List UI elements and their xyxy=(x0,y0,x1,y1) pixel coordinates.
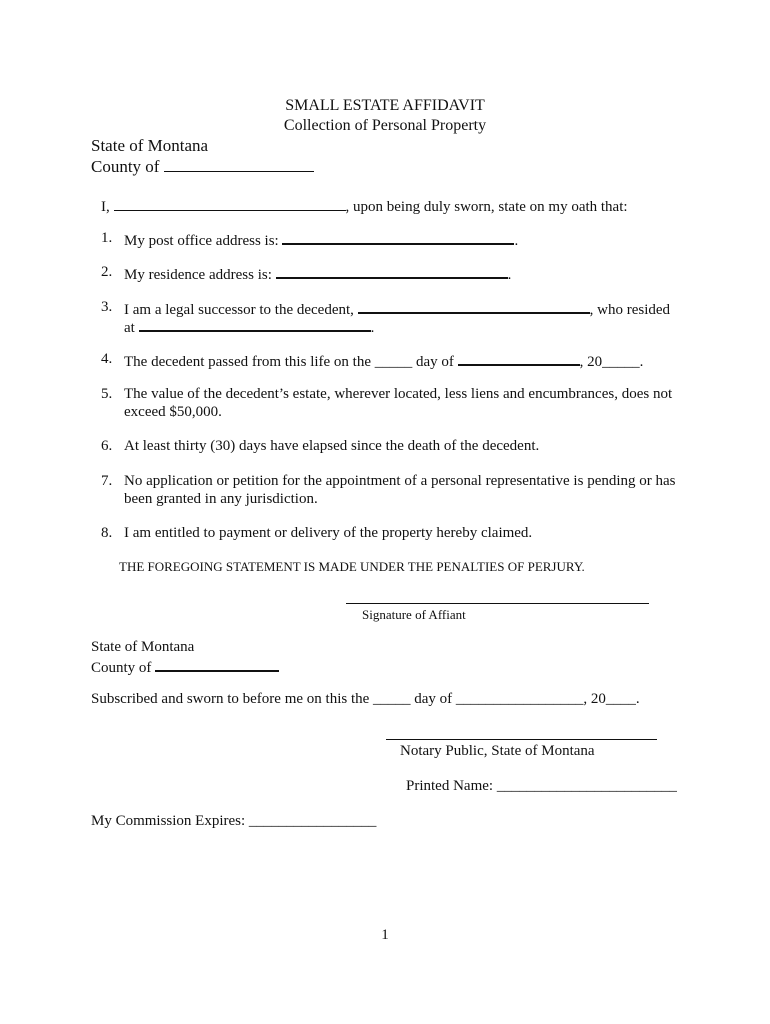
signature-label: Signature of Affiant xyxy=(362,607,466,622)
item-punct: . xyxy=(507,267,512,283)
item-punct: . xyxy=(514,233,519,249)
county-label: County of xyxy=(91,157,160,176)
item-number: 8. xyxy=(101,525,113,541)
item-text-cont: at xyxy=(124,320,135,336)
residence-address-blank[interactable] xyxy=(276,263,508,279)
item-text-cont: , who resided xyxy=(589,302,671,318)
county-line xyxy=(91,156,314,177)
affiant-name-blank[interactable] xyxy=(114,196,346,211)
affiant-signature-line[interactable] xyxy=(346,603,649,604)
document-title: SMALL ESTATE AFFIDAVIT xyxy=(285,97,485,114)
affiant-intro xyxy=(101,196,628,217)
county-blank[interactable] xyxy=(164,157,314,172)
item-text: My residence address is: xyxy=(124,267,272,283)
intro-suffix: , upon being duly sworn, state on my oath that: xyxy=(345,199,628,215)
document-subtitle: Collection of Personal Property xyxy=(283,117,487,134)
item-text: I am a legal successor to the decedent, xyxy=(124,302,354,318)
death-month-blank[interactable] xyxy=(458,350,580,366)
notary-signature-line[interactable] xyxy=(386,739,657,740)
perjury-statement: THE FOREGOING STATEMENT IS MADE UNDER THE PENALTIES OF PERJURY. xyxy=(119,559,585,574)
subscribed-statement: Subscribed and sworn to before me on this the _____ day of _________________, 20____. xyxy=(91,691,640,707)
item-text: The value of the decedent’s estate, wherever located, less liens and encumbrances, does not exceed $50,000. xyxy=(124,386,673,420)
notary-county-label: County of xyxy=(91,660,152,676)
notary-county-line xyxy=(91,656,279,678)
notary-county-blank[interactable] xyxy=(155,656,279,672)
state-label: State of Montana xyxy=(91,136,209,155)
item-number: 6. xyxy=(101,438,113,454)
commission-expires-field[interactable]: My Commission Expires: _________________ xyxy=(91,813,377,829)
item-text: I am entitled to payment or delivery of the property hereby claimed. xyxy=(124,525,533,541)
page-number: 1 xyxy=(381,927,389,943)
post-office-address-blank[interactable] xyxy=(282,229,514,245)
item-number: 3. xyxy=(101,299,113,315)
item-text-cont: , 20_____. xyxy=(579,354,644,370)
printed-name-field[interactable]: Printed Name: ________________________ xyxy=(406,778,677,794)
item-number: 7. xyxy=(101,473,113,489)
notary-label: Notary Public, State of Montana xyxy=(400,743,595,759)
item-text: No application or petition for the appointment of a personal representative is pending or has been granted in any jurisdiction. xyxy=(124,473,676,507)
item-number: 4. xyxy=(101,351,113,367)
item-number: 5. xyxy=(101,386,113,402)
item-text: At least thirty (30) days have elapsed since the death of the decedent. xyxy=(124,438,540,454)
decedent-name-blank[interactable] xyxy=(358,298,590,314)
item-punct: . xyxy=(370,320,375,336)
item-number: 2. xyxy=(101,264,113,280)
intro-prefix: I, xyxy=(101,199,110,215)
item-text: My post office address is: xyxy=(124,233,279,249)
decedent-residence-blank[interactable] xyxy=(139,316,371,332)
item-text: The decedent passed from this life on the _____ day of xyxy=(124,354,454,370)
notary-state: State of Montana xyxy=(91,639,195,655)
item-number: 1. xyxy=(101,230,113,246)
